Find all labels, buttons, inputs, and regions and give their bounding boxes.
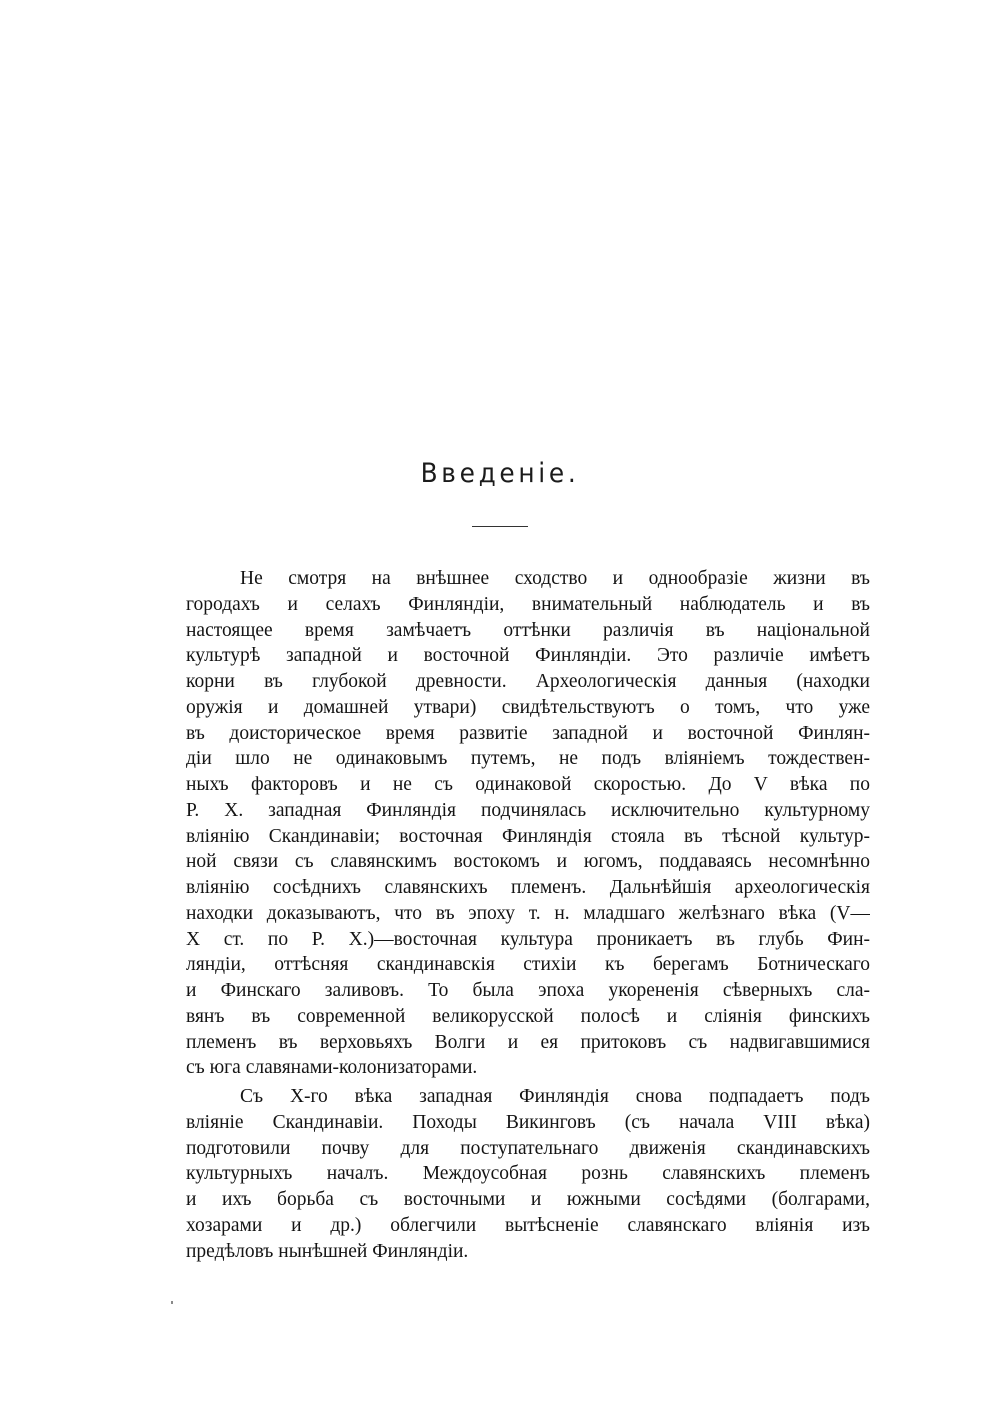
text-line: Р. Х. западная Финляндiя подчинялась исключительно культурному [186,799,870,821]
text-line: и ихъ борьба съ восточными и южными сосѣдями (болгарами, [186,1189,870,1210]
body-text [186,566,870,1264]
text-line: ляндiи, оттѣсняя скандинавскiя стихiи къ берегамъ Ботническаго [186,954,870,976]
text-line: дiи шло не одинаковымъ путемъ, не подъ влiянiемъ тождествен- [186,748,870,770]
text-line: находки доказываютъ, что въ эпоху т. н. младшаго желѣзнаго вѣка (V— [186,902,870,924]
text-line: X ст. по Р. Х.)—восточная культура проникаетъ въ глубь Фин- [186,928,870,950]
text-line: Съ Х-го вѣка западная Финляндiя снова подпадаетъ подъ [240,1086,870,1107]
scan-speck [171,1301,173,1304]
text-line: предѣловъ нынѣшней Финляндiи. [186,1240,469,1262]
text-line: хозарами и др.) облегчили вытѣсненiе славянскаго влiянiя изъ [186,1214,870,1236]
title-divider [472,526,528,527]
chapter-title: Введенiе. [420,458,580,489]
text-line: культурѣ западной и восточной Финляндiи. Это различiе имѣетъ [186,645,870,667]
paragraph-1 [186,566,870,1081]
text-line: городахъ и селахъ Финляндiи, внимательный наблюдатель и въ [186,593,870,615]
text-line: настоящее время замѣчаетъ оттѣнки различiя въ нацiональной [186,619,870,641]
text-line: Не смотря на внѣшнее сходство и однообразiе жизни въ [240,568,870,589]
text-line: корни въ глубокой древности. Археологическiя данныя (находки [186,671,870,692]
text-line: влiянiе Скандинавiи. Походы Викинговъ (съ начала VIII вѣка) [186,1111,870,1133]
text-line: ныхъ факторовъ и не съ одинаковой скоростью. До V вѣка по [186,774,870,795]
text-line: подготовили почву для поступательнаго движенiя скандинавскихъ [186,1137,870,1159]
text-line: племенъ въ верховьяхъ Волги и ея притоковъ съ надвигавшимися [186,1031,870,1053]
text-line: вянъ въ современной великорусской полосѣ и слiянiя финскихъ [186,1005,870,1027]
text-line: оружiя и домашней утвари) свидѣтельствуютъ о томъ, что уже [186,696,870,718]
text-line: влiянiю сосѣднихъ славянскихъ племенъ. Дальнѣйшiя археологическiя [186,877,870,898]
text-line: ной связи съ славянскимъ востокомъ и югомъ, поддаваясь несомнѣнно [186,851,870,873]
paragraph-2 [186,1084,870,1264]
text-line: влiянiю Скандинавiи; восточная Финляндiя стояла въ тѣсной культур- [186,825,870,847]
text-line: въ доисторическое время развитiе западной и восточной Финлян- [186,722,870,744]
text-line: съ юга славянами-колонизаторами. [186,1057,478,1079]
text-line: и Финскаго заливовъ. То была эпоха укорененiя сѣверныхъ сла- [186,980,870,1001]
text-line: культурныхъ началъ. Междоусобная рознь славянскихъ племенъ [186,1163,870,1185]
